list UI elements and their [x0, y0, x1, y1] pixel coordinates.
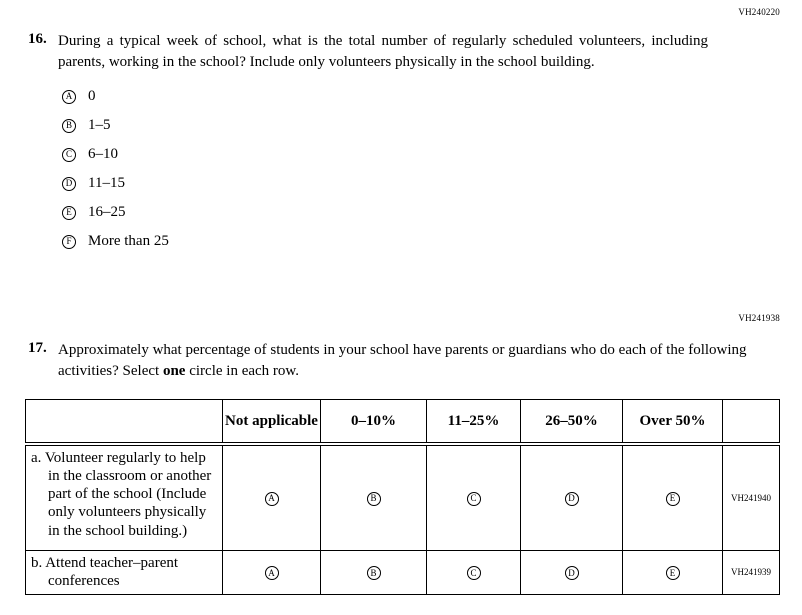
col-header-11-25: 11–25% — [427, 400, 521, 444]
form-code-top: VH240220 — [738, 7, 780, 17]
row-text: Volunteer regularly to help in the classroom or another part of the school (Include only volunteers physically in the school building.) — [44, 449, 212, 539]
option-label: 16–25 — [88, 204, 126, 221]
option-label: 6–10 — [88, 146, 118, 163]
radio-circle-d[interactable]: D — [565, 566, 579, 580]
radio-circle-e[interactable]: E — [62, 206, 76, 220]
q16-option-0[interactable] — [62, 87, 746, 107]
radio-circle-c[interactable]: C — [467, 566, 481, 580]
radio-circle-c[interactable]: C — [62, 148, 76, 162]
row-a-answer-not-applicable[interactable] — [223, 444, 321, 551]
question-16-options — [58, 87, 746, 252]
row-a-answer-11-25[interactable] — [427, 444, 521, 551]
col-header-26-50: 26–50% — [521, 400, 623, 444]
radio-circle-a[interactable]: A — [62, 90, 76, 104]
q16-option-1[interactable] — [62, 116, 746, 136]
table-header-row — [26, 400, 780, 444]
row-text: Attend teacher–parent conferences — [45, 555, 179, 590]
question-17-table — [25, 399, 780, 595]
row-a-item-code: VH241940 — [723, 444, 780, 551]
option-label: 0 — [88, 88, 96, 105]
radio-circle-c[interactable]: C — [467, 492, 481, 506]
form-code-q17: VH241938 — [738, 313, 780, 323]
option-label: 1–5 — [88, 117, 111, 134]
question-17-number: 17. — [28, 340, 47, 356]
row-a-label-cell — [26, 444, 223, 551]
q16-option-4[interactable] — [62, 203, 746, 223]
radio-circle-f[interactable]: F — [62, 235, 76, 249]
col-header-not-applicable: Not applicable — [223, 400, 321, 444]
row-b-answer-26-50[interactable] — [521, 551, 623, 595]
q16-option-5[interactable] — [62, 232, 746, 252]
question-17 — [28, 340, 752, 383]
row-b-answer-0-10[interactable] — [321, 551, 427, 595]
q16-option-2[interactable] — [62, 145, 746, 165]
table-row-b — [26, 551, 780, 595]
question-16 — [28, 31, 746, 261]
row-b-answer-not-applicable[interactable] — [223, 551, 321, 595]
option-label: More than 25 — [88, 233, 169, 250]
row-a-answer-26-50[interactable] — [521, 444, 623, 551]
radio-circle-b[interactable]: B — [367, 566, 381, 580]
radio-circle-d[interactable]: D — [62, 177, 76, 191]
question-16-text: During a typical week of school, what is the total number of regularly scheduled volunteers, including parents, working in the school? Include only volunteers physically in the school building. — [58, 33, 708, 71]
row-b-item-code: VH241939 — [723, 551, 780, 595]
question-16-number: 16. — [28, 31, 47, 47]
question-17-text: Approximately what percentage of students in your school have parents or guardians who do each of the following activities? Select one circle in each row. — [58, 342, 747, 380]
radio-circle-a[interactable]: A — [265, 492, 279, 506]
option-label: 11–15 — [88, 175, 125, 192]
row-b-answer-over-50[interactable] — [623, 551, 723, 595]
row-a-answer-0-10[interactable] — [321, 444, 427, 551]
table-corner-cell — [26, 400, 223, 444]
col-header-code — [723, 400, 780, 444]
radio-circle-e[interactable]: E — [666, 566, 680, 580]
row-letter: a. — [31, 449, 42, 466]
radio-circle-e[interactable]: E — [666, 492, 680, 506]
table-row-a — [26, 444, 780, 551]
col-header-0-10: 0–10% — [321, 400, 427, 444]
radio-circle-a[interactable]: A — [265, 566, 279, 580]
col-header-over-50: Over 50% — [623, 400, 723, 444]
q16-option-3[interactable] — [62, 174, 746, 194]
radio-circle-b[interactable]: B — [62, 119, 76, 133]
radio-circle-b[interactable]: B — [367, 492, 381, 506]
row-a-answer-over-50[interactable] — [623, 444, 723, 551]
row-b-label-cell — [26, 551, 223, 595]
radio-circle-d[interactable]: D — [565, 492, 579, 506]
row-b-answer-11-25[interactable] — [427, 551, 521, 595]
bold-one: one — [162, 363, 186, 380]
row-letter: b. — [31, 555, 43, 571]
